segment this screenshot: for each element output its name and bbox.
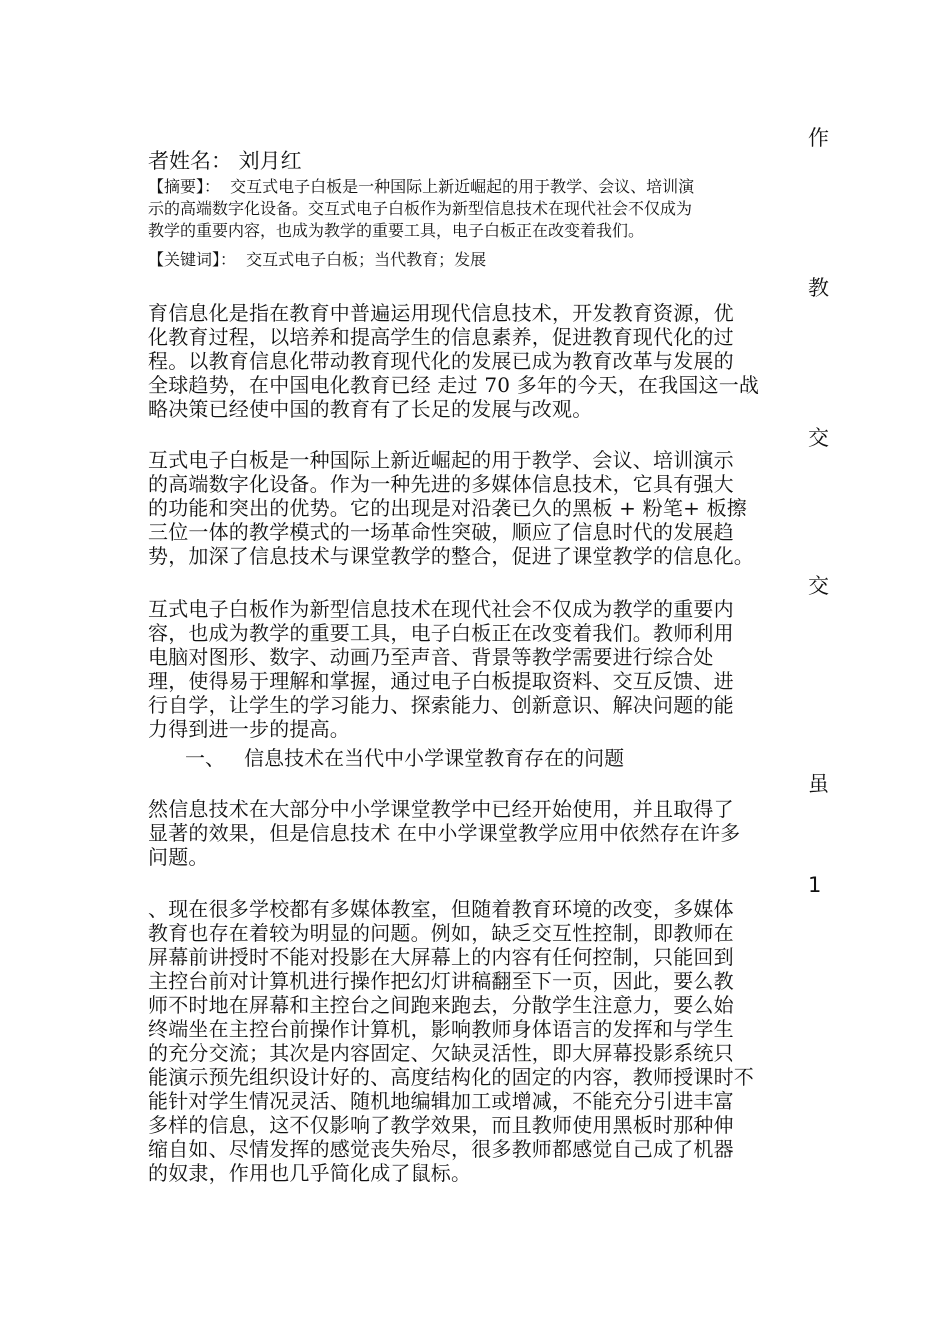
paragraph-5: 、现在很多学校都有多媒体教室，但随着教育环境的改变，多媒体 教育也存在着较为明显的问题。例如，缺乏交互性控制，即教师在 屏幕前讲授时不能对投影在大屏幕上的内容有任何控制，只能回到 主控台前对计算机进行操作把幻灯讲稿翻至下一页，因此，要么教 师不时地在屏幕和主控台之间跑来跑去，分散学生注意力，要么始 终端坐在主控台前操作计算机，影响教师身体语言的发挥和与学生 的充分交流；其次是内容固定、欠缺灵活性，即大屏幕投影系统只 能演示预先组织设计好的、高度结构化的固定的内容，教师授课时不 能针对学生情况灵活、随机地编辑加工或增减，不能充分引进丰富 多样的信息，这不仅影响了教学效果，而且教师使用黑板时那种伸 缩自如、尽情发挥的感觉丧失殆尽，很多教师都感觉自己成了机器 的奴隶，作用也几乎简化成了鼠标。 bbox=[148, 897, 754, 1185]
paragraph-1: 育信息化是指在教育中普遍运用现代信息技术，开发教育资源，优 化教育过程，以培养和提高学生的信息素养，促进教育现代化的过 程。以教育信息化带动教育现代化的发展已成为教育改革与发展的 全球趋势，在中国电化教育已经 走过 70 多年的今天，在我国这一战 略决策已经使中国的教育有了长足的发展与改观。 bbox=[148, 301, 760, 421]
margin-mark-para4: 虽 bbox=[808, 772, 829, 796]
paragraph-3: 互式电子白板作为新型信息技术在现代社会不仅成为教学的重要内 容，也成为教学的重要工具，电子白板正在改变着我们。教师利用 电脑对图形、数字、动画乃至声音、背景等教学需要进行综合处 理，使得易于理解和掌握，通过电子白板提取资料、交互反馈、进 行自学，让学生的学习能力、探索能力、创新意识、解决问题的能 力得到进一步的提高。 bbox=[148, 597, 734, 741]
author-line: 者姓名： 刘月红 bbox=[148, 149, 302, 173]
margin-mark-para3: 交 bbox=[808, 574, 829, 598]
margin-mark-author: 作 bbox=[808, 126, 829, 150]
section-heading-1: 一、 信息技术在当代中小学课堂教育存在的问题 bbox=[185, 746, 625, 770]
margin-mark-para5: 1 bbox=[808, 873, 822, 897]
margin-mark-para2: 交 bbox=[808, 426, 829, 450]
margin-mark-para1: 教 bbox=[808, 276, 829, 300]
keywords: 【关键词】： 交互式电子白板；当代教育；发展 bbox=[148, 250, 487, 269]
abstract: 【摘要】： 交互式电子白板是一种国际上新近崛起的用于教学、会议、培训演 示的高端数字化设备。交互式电子白板作为新型信息技术在现代社会不仅成为 教学的重要内容，也成为教学的重要工具，电子白板正在改变着我们。 bbox=[148, 177, 695, 240]
paragraph-2: 互式电子白板是一种国际上新近崛起的用于教学、会议、培训演示 的高端数字化设备。作为一种先进的多媒体信息技术，它具有强大 的功能和突出的优势。它的出现是对沿袭已久的黑板 + 粉笔+ 板擦 三位一体的教学模式的一场革命性突破，顺应了信息时代的发展趋 势，加深了信息技术与课堂教学的整合，促进了课堂教学的信息化。 bbox=[148, 448, 754, 568]
paragraph-4: 然信息技术在大部分中小学课堂教学中已经开始使用，并且取得了 显著的效果，但是信息技术 在中小学课堂教学应用中依然存在许多 问题。 bbox=[148, 797, 741, 869]
